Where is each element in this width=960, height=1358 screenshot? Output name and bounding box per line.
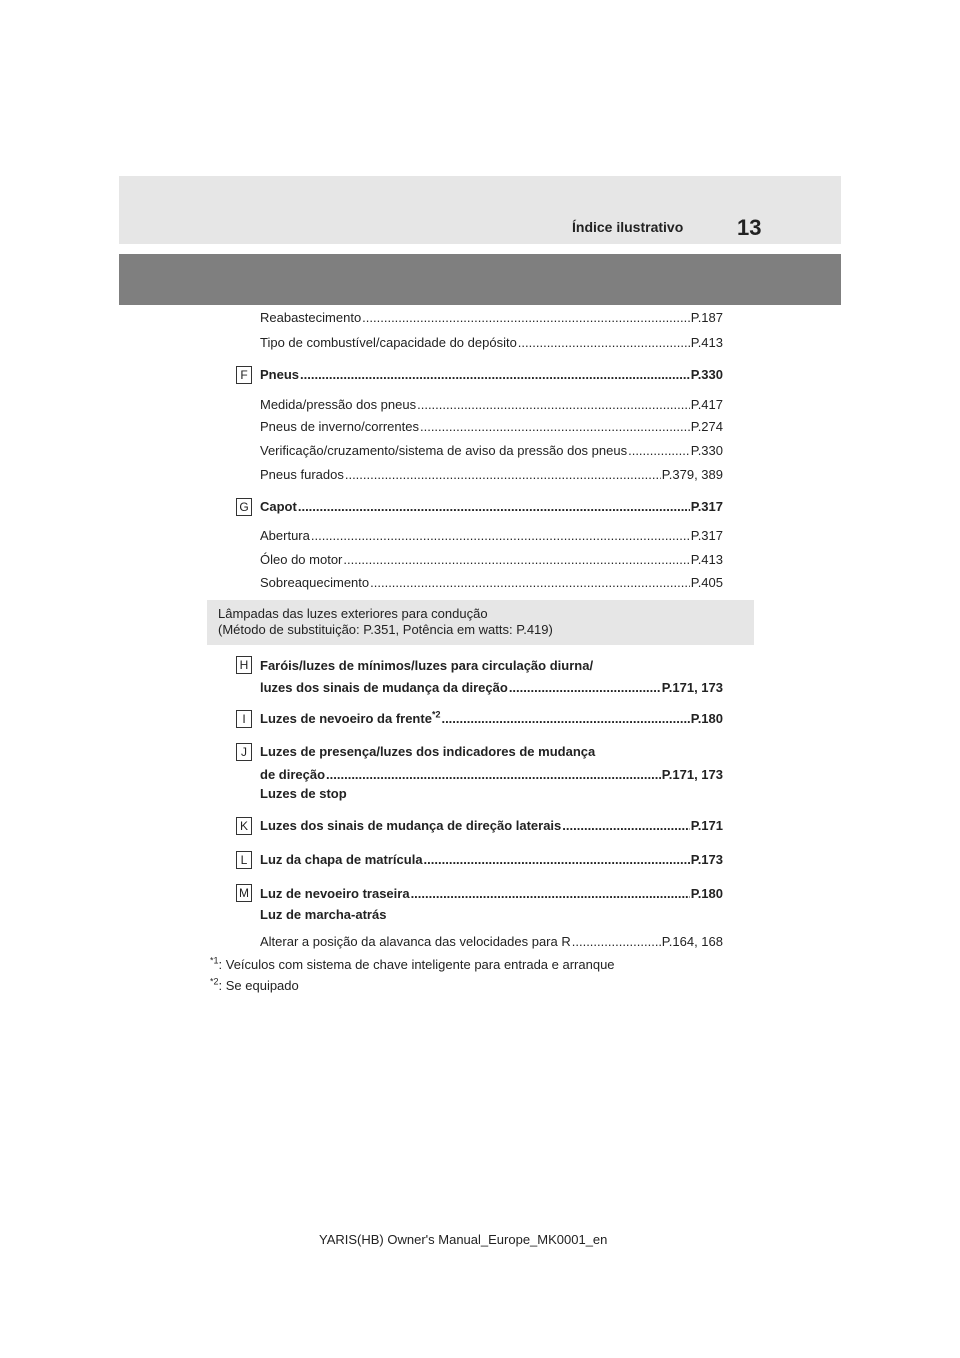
leader-dots xyxy=(572,934,661,950)
footnote-2 xyxy=(210,978,299,994)
section-heading-side-turn xyxy=(260,818,723,834)
header-band xyxy=(119,254,841,305)
entry-text: Óleo do motor xyxy=(260,552,343,567)
heading-text: Capot xyxy=(260,499,297,514)
leader-dots xyxy=(343,552,689,568)
entry-text: Verificação/cruzamento/sistema de aviso da pressão dos pneus xyxy=(260,443,628,458)
heading-title: Luzes de nevoeiro da frente xyxy=(260,711,432,726)
section-heading-hood xyxy=(260,499,723,515)
leader-dots xyxy=(417,397,690,413)
leader-dots xyxy=(311,528,690,544)
leader-dots xyxy=(420,419,690,435)
heading-text xyxy=(260,711,440,727)
index-entry xyxy=(260,467,723,483)
leader-dots xyxy=(441,711,689,727)
heading-page: P.171, 173 xyxy=(661,680,723,695)
index-entry xyxy=(260,397,723,413)
key-label-h: H xyxy=(236,656,252,674)
leader-dots xyxy=(362,310,690,326)
leader-dots xyxy=(562,818,689,834)
heading-text: Luz de nevoeiro traseira xyxy=(260,886,410,901)
footnote-mark: *2 xyxy=(210,976,219,987)
section-heading-rear-fog xyxy=(260,886,723,902)
section-heading-license-plate xyxy=(260,852,723,868)
page-number: 13 xyxy=(737,215,762,240)
entry-text: Medida/pressão dos pneus xyxy=(260,397,417,412)
heading-page: P.330 xyxy=(690,367,723,382)
entry-page: P.417 xyxy=(690,397,723,412)
section-heading-position-lights-cont xyxy=(260,767,723,783)
footnote-text: : Se equipado xyxy=(218,978,299,993)
entry-text: Abertura xyxy=(260,528,310,543)
lamps-info-line2: (Método de substituição: P.351, Potência em watts: P.419) xyxy=(218,622,553,637)
index-entry xyxy=(260,310,723,326)
heading-text: de direção xyxy=(260,767,326,782)
heading-page: P.171, 173 xyxy=(661,767,723,782)
key-label-m: M xyxy=(236,884,252,902)
heading-text: Luz da chapa de matrícula xyxy=(260,852,423,867)
heading-page: P.180 xyxy=(690,886,723,901)
footnote-mark: *2 xyxy=(431,709,441,720)
entry-page: P.164, 168 xyxy=(661,934,723,949)
lamps-info-line1: Lâmpadas das luzes exteriores para condução xyxy=(218,606,488,621)
leader-dots xyxy=(326,767,661,783)
key-label-k: K xyxy=(236,817,252,835)
leader-dots xyxy=(345,467,661,483)
key-label-l: L xyxy=(236,851,252,869)
leader-dots xyxy=(370,575,690,591)
entry-page: P.379, 389 xyxy=(661,467,723,482)
leader-dots xyxy=(628,443,690,459)
leader-dots xyxy=(424,852,690,868)
heading-text: Luzes dos sinais de mudança de direção laterais xyxy=(260,818,562,833)
entry-page: P.330 xyxy=(690,443,723,458)
entry-page: P.405 xyxy=(690,575,723,590)
leader-dots xyxy=(509,680,661,696)
heading-text: luzes dos sinais de mudança da direção xyxy=(260,680,508,695)
entry-page: P.413 xyxy=(690,552,723,567)
heading-text: Pneus xyxy=(260,367,300,382)
index-entry xyxy=(260,528,723,544)
section-heading-headlights: Faróis/luzes de mínimos/luzes para circulação diurna/ xyxy=(260,658,594,673)
section-heading-stop-lights: Luzes de stop xyxy=(260,786,347,801)
key-label-f: F xyxy=(236,366,252,384)
footnote-1 xyxy=(210,957,615,973)
entry-page: P.317 xyxy=(690,528,723,543)
entry-page: P.274 xyxy=(690,419,723,434)
index-entry xyxy=(260,552,723,568)
footnote-mark: *1 xyxy=(210,955,219,966)
section-heading-front-fog xyxy=(260,711,723,727)
entry-text: Tipo de combustível/capacidade do depósito xyxy=(260,335,517,350)
key-label-j: J xyxy=(236,743,252,761)
leader-dots xyxy=(300,367,690,383)
key-label-i: I xyxy=(236,710,252,728)
heading-page: P.171 xyxy=(690,818,723,833)
leader-dots xyxy=(518,335,690,351)
header-bar xyxy=(119,176,841,244)
entry-text: Pneus de inverno/correntes xyxy=(260,419,419,434)
heading-page: P.317 xyxy=(690,499,723,514)
entry-text: Pneus furados xyxy=(260,467,344,482)
entry-text: Alterar a posição da alavanca das velocidades para R xyxy=(260,934,571,949)
heading-page: P.173 xyxy=(690,852,723,867)
leader-dots xyxy=(298,499,690,515)
footnote-text: : Veículos com sistema de chave inteligente para entrada e arranque xyxy=(218,957,615,972)
index-entry xyxy=(260,443,723,459)
section-heading-position-lights: Luzes de presença/luzes dos indicadores de mudança xyxy=(260,744,596,759)
section-heading-reversing: Luz de marcha-atrás xyxy=(260,907,387,922)
section-heading-tires xyxy=(260,367,723,383)
index-entry xyxy=(260,934,723,950)
section-heading-headlights-cont xyxy=(260,680,723,696)
leader-dots xyxy=(411,886,690,902)
page-footer: YARIS(HB) Owner's Manual_Europe_MK0001_en xyxy=(319,1232,608,1247)
entry-text: Sobreaquecimento xyxy=(260,575,370,590)
entry-text: Reabastecimento xyxy=(260,310,362,325)
index-entry xyxy=(260,335,723,351)
index-entry xyxy=(260,575,723,591)
section-title: Índice ilustrativo xyxy=(572,219,684,235)
entry-page: P.187 xyxy=(690,310,723,325)
index-entry xyxy=(260,419,723,435)
key-label-g: G xyxy=(236,498,252,516)
entry-page: P.413 xyxy=(690,335,723,350)
heading-page: P.180 xyxy=(690,711,723,726)
